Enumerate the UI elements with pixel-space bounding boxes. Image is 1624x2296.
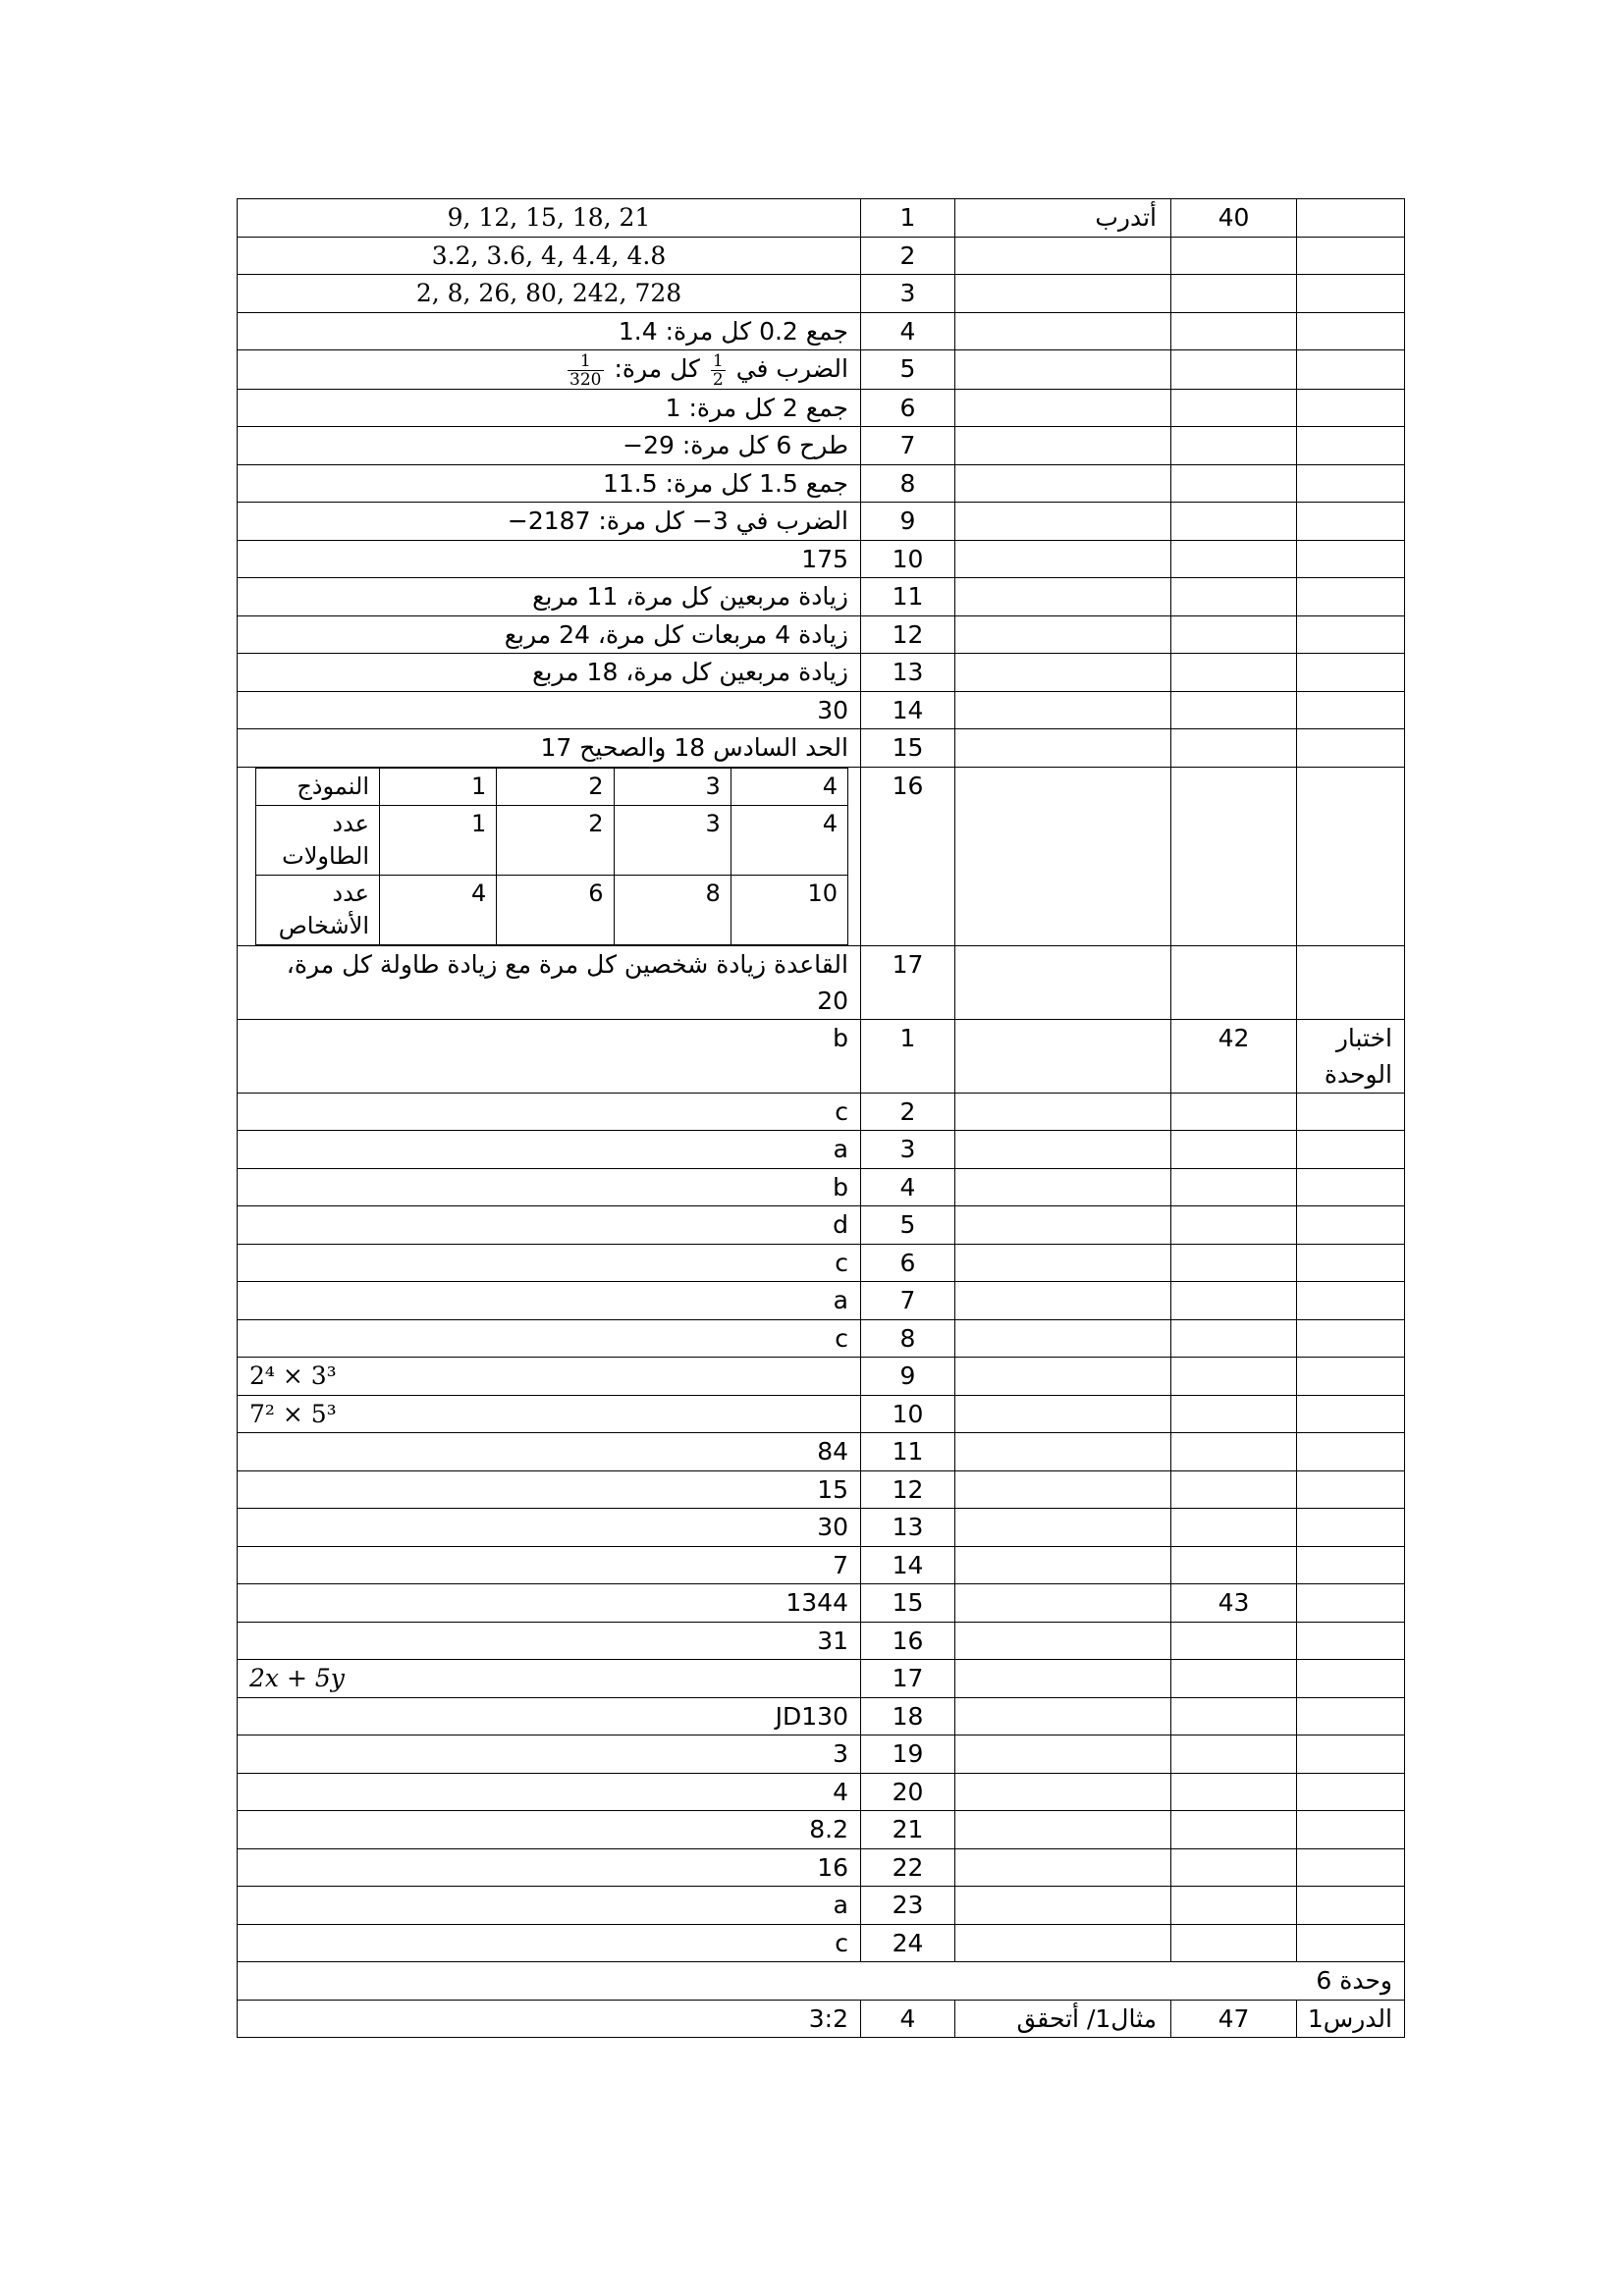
question-number: 3 (861, 275, 955, 313)
question-number: 1 (861, 199, 955, 238)
answer-cell: 30 (238, 1509, 861, 1547)
answer-cell: a (238, 1887, 861, 1925)
table-row (238, 1924, 1405, 1962)
unit-title: وحدة 6 (238, 1962, 1405, 2001)
table-row (238, 1509, 1405, 1547)
table-row (238, 1282, 1405, 1320)
question-number: 20 (861, 1773, 955, 1811)
table-row (238, 237, 1405, 275)
table-row (238, 691, 1405, 729)
answer-cell: 3.2, 3.6, 4, 4.4, 4.8 (238, 237, 861, 275)
answer-cell: جمع 1.5 كل مرة: 11.5 (238, 464, 861, 503)
table-row (238, 767, 1405, 945)
table-row (238, 503, 1405, 541)
section-cell: أتدرب (955, 199, 1171, 238)
pattern-cell: 8 (614, 875, 731, 944)
answer-cell: c (238, 1093, 861, 1131)
question-number: 2 (861, 1093, 955, 1131)
table-row (238, 1773, 1405, 1811)
answer-cell: 2⁴ × 3³ (238, 1358, 861, 1396)
answer-cell: 30 (238, 691, 861, 729)
question-number: 19 (861, 1735, 955, 1774)
table-row (238, 1584, 1405, 1623)
answer-cell: الضرب في 3− كل مرة: 2187− (238, 503, 861, 541)
answer-mid: كل مرة: (614, 354, 700, 383)
page-number-cell: 47 (1171, 2000, 1297, 2038)
question-number: 21 (861, 1811, 955, 1849)
question-number: 24 (861, 1924, 955, 1962)
table-row (238, 389, 1405, 427)
question-number: 9 (861, 503, 955, 541)
lesson-cell: الدرس1 (1297, 2000, 1405, 2038)
answer-cell: 175 (238, 540, 861, 578)
answer-cell: جمع 2 كل مرة: 1 (238, 389, 861, 427)
fraction-numerator: 1 (712, 350, 724, 371)
question-number: 16 (861, 767, 955, 945)
section-cell: مثال1/ أتحقق (955, 2000, 1171, 2038)
lesson-cell: اختبار الوحدة (1297, 1019, 1405, 1093)
question-number: 4 (861, 312, 955, 350)
answer-cell: 16 (238, 1848, 861, 1887)
page-number-cell: 40 (1171, 199, 1297, 238)
question-number: 12 (861, 615, 955, 654)
answer-cell: 3 (238, 1735, 861, 1774)
table-row (238, 578, 1405, 616)
answer-cell: JD130 (238, 1697, 861, 1735)
table-row (238, 1168, 1405, 1206)
table-row (238, 350, 1405, 390)
table-row (238, 275, 1405, 313)
answer-prefix: الضرب في (735, 354, 848, 383)
question-number: 17 (861, 1660, 955, 1698)
pattern-label: النموذج (256, 768, 380, 805)
question-number: 6 (861, 389, 955, 427)
question-number: 8 (861, 464, 955, 503)
answer-cell: جمع 0.2 كل مرة: 1.4 (238, 312, 861, 350)
pattern-row-tables (256, 805, 848, 875)
table-row (238, 427, 1405, 465)
question-number: 22 (861, 1848, 955, 1887)
table-row (238, 1206, 1405, 1245)
table-row (238, 2000, 1405, 2038)
question-number: 11 (861, 578, 955, 616)
question-number: 14 (861, 1546, 955, 1584)
pattern-label: عدد الطاولات (256, 805, 380, 875)
table-row (238, 199, 1405, 238)
question-number: 14 (861, 691, 955, 729)
answer-key-table (237, 198, 1405, 2038)
fraction-denominator: 320 (569, 369, 602, 389)
pattern-cell: 4 (380, 875, 497, 944)
question-number: 2 (861, 237, 955, 275)
table-row (238, 1093, 1405, 1131)
answer-cell: 3:2 (238, 2000, 861, 2038)
pattern-cell: 1 (380, 768, 497, 805)
pattern-cell: 3 (614, 805, 731, 875)
question-number: 9 (861, 1358, 955, 1396)
question-number: 13 (861, 654, 955, 692)
pattern-row-people (256, 875, 848, 944)
answer-cell: 31 (238, 1622, 861, 1660)
fraction (711, 352, 726, 389)
pattern-row-header (256, 768, 848, 805)
question-number: 12 (861, 1470, 955, 1509)
answer-cell: c (238, 1244, 861, 1282)
answer-cell: 84 (238, 1433, 861, 1471)
answer-cell: 1344 (238, 1584, 861, 1623)
question-number: 6 (861, 1244, 955, 1282)
table-row (238, 464, 1405, 503)
table-row (238, 945, 1405, 1019)
question-number: 11 (861, 1433, 955, 1471)
table-row (238, 1358, 1405, 1396)
question-number: 5 (861, 1206, 955, 1245)
table-row (238, 1131, 1405, 1169)
question-number: 13 (861, 1509, 955, 1547)
question-number: 15 (861, 1584, 955, 1623)
pattern-label: عدد الأشخاص (256, 875, 380, 944)
answer-cell: 2x + 5y (238, 1660, 861, 1698)
pattern-cell: 2 (497, 768, 614, 805)
answer-cell: زيادة مربعين كل مرة، 18 مربع (238, 654, 861, 692)
table-row (238, 1887, 1405, 1925)
answer-cell: 8.2 (238, 1811, 861, 1849)
answer-cell: 9, 12, 15, 18, 21 (238, 199, 861, 238)
question-number: 23 (861, 1887, 955, 1925)
question-number: 7 (861, 427, 955, 465)
answer-cell: b (238, 1168, 861, 1206)
lesson-cell (1297, 199, 1405, 238)
table-row (238, 654, 1405, 692)
question-number: 1 (861, 1019, 955, 1093)
table-row (238, 1470, 1405, 1509)
answer-cell: a (238, 1282, 861, 1320)
pattern-cell: 1 (380, 805, 497, 875)
answer-cell: c (238, 1924, 861, 1962)
question-number: 7 (861, 1282, 955, 1320)
question-number: 10 (861, 1395, 955, 1433)
pattern-cell: 3 (614, 768, 731, 805)
question-number: 16 (861, 1622, 955, 1660)
table-row (238, 1660, 1405, 1698)
table-row (238, 1019, 1405, 1093)
answer-cell: 7 (238, 1546, 861, 1584)
fraction (568, 352, 603, 389)
page-number-cell: 43 (1171, 1584, 1297, 1623)
table-row (238, 1395, 1405, 1433)
table-row (238, 312, 1405, 350)
pattern-cell: 6 (497, 875, 614, 944)
question-number: 10 (861, 540, 955, 578)
page-number-cell: 42 (1171, 1019, 1297, 1093)
table-row (238, 540, 1405, 578)
answer-cell: 15 (238, 1470, 861, 1509)
answer-cell: c (238, 1319, 861, 1358)
answer-cell: b (238, 1019, 861, 1093)
unit-header-row (238, 1962, 1405, 2001)
table-row (238, 1811, 1405, 1849)
table-row (238, 1319, 1405, 1358)
answer-cell (238, 767, 861, 945)
table-row (238, 1244, 1405, 1282)
fraction-denominator: 2 (712, 369, 724, 389)
answer-cell: 2, 8, 26, 80, 242, 728 (238, 275, 861, 313)
pattern-cell: 2 (497, 805, 614, 875)
table-row (238, 1697, 1405, 1735)
answer-cell: زيادة 4 مربعات كل مرة، 24 مربع (238, 615, 861, 654)
pattern-cell: 4 (731, 768, 847, 805)
question-number: 15 (861, 729, 955, 768)
table-row (238, 615, 1405, 654)
answer-cell: القاعدة زيادة شخصين كل مرة مع زيادة طاولة كل مرة، 20 (238, 945, 861, 1019)
answer-cell: 4 (238, 1773, 861, 1811)
pattern-table (255, 768, 848, 945)
answer-cell: طرح 6 كل مرة: 29− (238, 427, 861, 465)
answer-cell: الحد السادس 18 والصحيح 17 (238, 729, 861, 768)
answer-cell (238, 350, 861, 390)
table-row (238, 729, 1405, 768)
question-number: 3 (861, 1131, 955, 1169)
answer-cell: d (238, 1206, 861, 1245)
question-number: 17 (861, 945, 955, 1019)
table-row (238, 1433, 1405, 1471)
question-number: 5 (861, 350, 955, 390)
table-row (238, 1735, 1405, 1774)
question-number: 18 (861, 1697, 955, 1735)
answer-cell: a (238, 1131, 861, 1169)
question-number: 8 (861, 1319, 955, 1358)
answer-cell: زيادة مربعين كل مرة، 11 مربع (238, 578, 861, 616)
answer-cell: 7² × 5³ (238, 1395, 861, 1433)
pattern-cell: 4 (731, 805, 847, 875)
fraction-numerator: 1 (568, 352, 603, 371)
table-row (238, 1848, 1405, 1887)
question-number: 4 (861, 1168, 955, 1206)
pattern-cell: 10 (731, 875, 847, 944)
table-row (238, 1622, 1405, 1660)
question-number: 4 (861, 2000, 955, 2038)
table-row (238, 1546, 1405, 1584)
